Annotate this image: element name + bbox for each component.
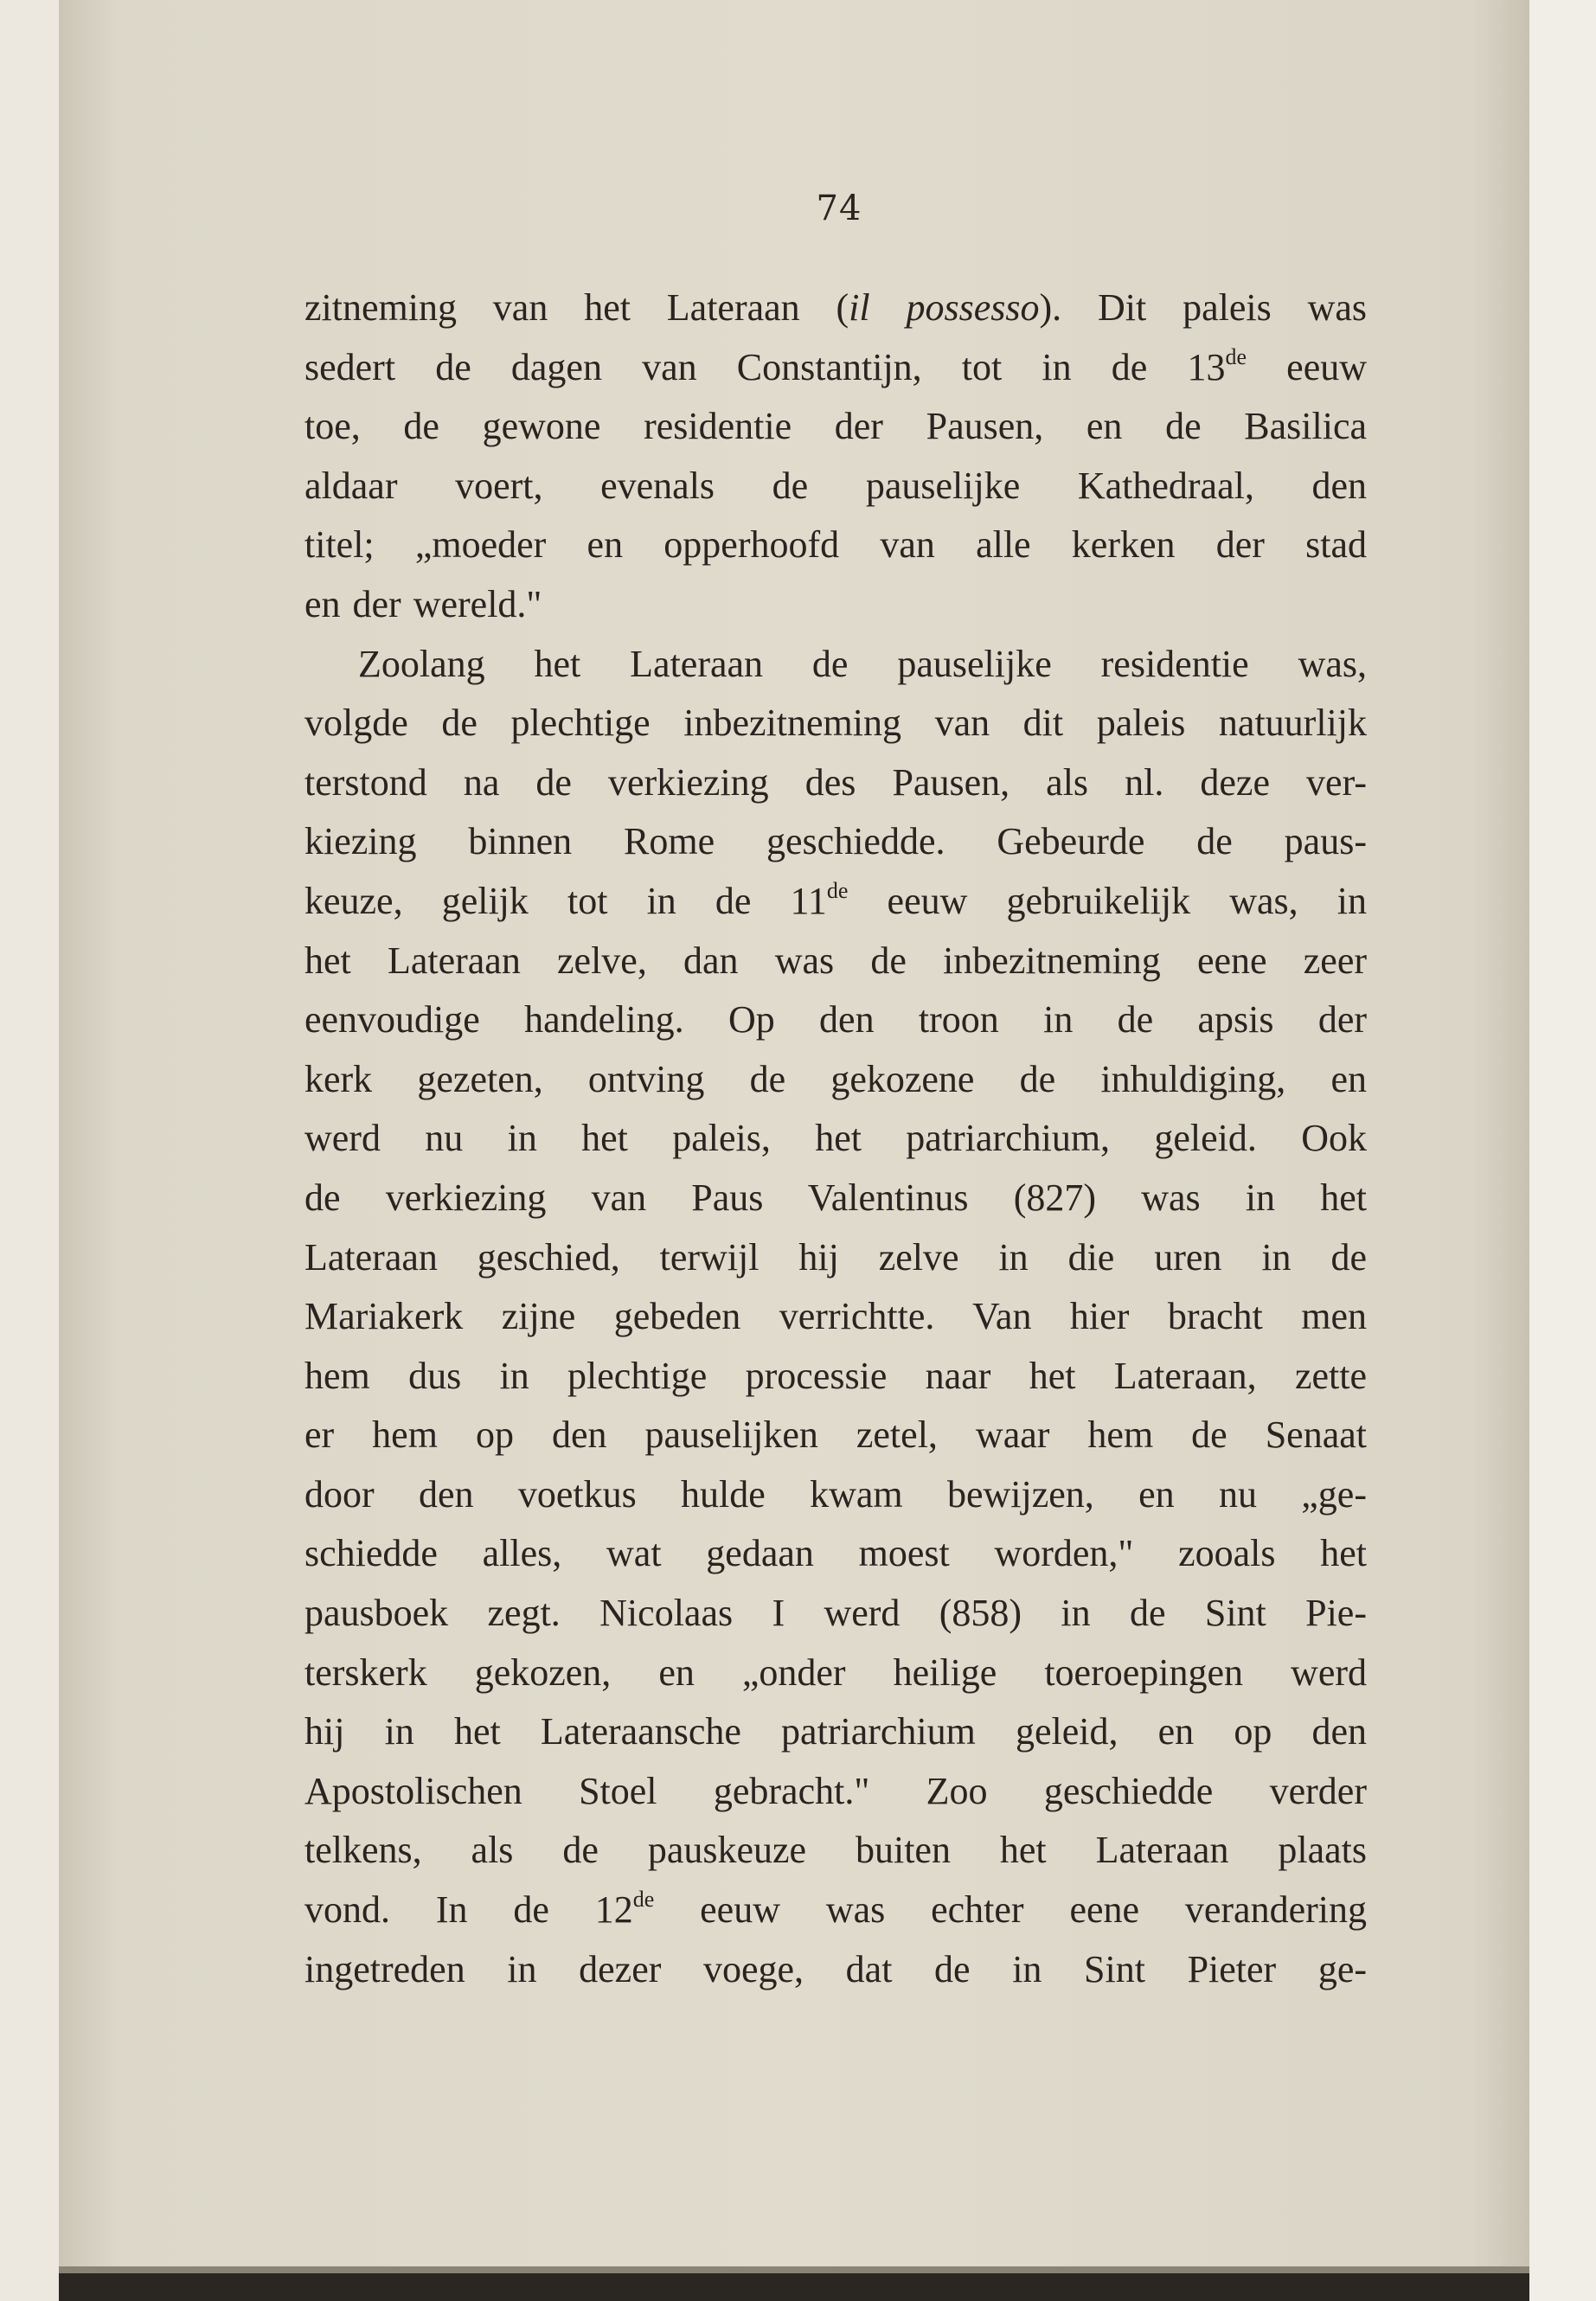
text-line [304,1347,1367,1407]
text-segment: terskerk gekozen, en „onder heilige toeroepingen werd [304,1650,1367,1694]
text-segment: Zoolang het Lateraan de pauselijke residentie was, [358,642,1367,685]
text-line [304,1228,1367,1288]
text-line [304,1169,1367,1228]
text-line [304,872,1367,932]
text-line [304,279,1367,338]
text-line [304,1524,1367,1584]
italic-phrase: il possesso [849,286,1040,329]
text-segment: Mariakerk zijne gebeden verrichtte. Van hier bracht men [304,1295,1367,1338]
text-line [304,1940,1367,2000]
text-segment: eeuw [1247,345,1367,388]
text-line [304,1702,1367,1762]
text-line [304,575,1367,635]
text-segment: aldaar voert, evenals de pauselijke Kathedraal, den [304,464,1367,507]
text-segment: sedert de dagen van Constantijn, tot in de 13 [304,345,1226,388]
text-segment: eenvoudige handeling. Op den troon in de apsis der [304,998,1367,1042]
text-segment: eeuw was echter eene verandering [654,1888,1367,1932]
ordinal-suffix: de [632,1887,655,1913]
text-line [304,932,1367,991]
text-segment: door den voetkus hulde kwam bewijzen, en nu „ge- [304,1472,1367,1516]
text-line [304,694,1367,753]
text-line [304,990,1367,1050]
text-line [304,1287,1367,1347]
text-line [304,1465,1367,1525]
page-bottom-shadow [59,2266,1529,2273]
text-line [304,1050,1367,1110]
left-margin-edge [0,0,59,2301]
text-segment: zitneming van het Lateraan ( [304,286,849,329]
text-line [304,812,1367,872]
text-line [304,1109,1367,1169]
text-segment: telkens, als de pauskeuze buiten het Lateraan plaats [304,1829,1367,1872]
text-line [304,1584,1367,1644]
text-segment: kerk gezeten, ontving de gekozene de inhuldiging, en [304,1057,1367,1100]
text-segment: terstond na de verkiezing des Pausen, als nl. deze ver- [304,760,1367,804]
right-margin-edge [1529,0,1596,2301]
text-line [304,397,1367,457]
text-segment: werd nu in het paleis, het patriarchium, geleid. Ook [304,1117,1367,1160]
text-segment: toe, de gewone residentie der Pausen, en de Basilica [304,405,1367,448]
text-segment: en der wereld." [304,582,542,625]
text-line [304,1821,1367,1881]
text-segment: pausboek zegt. Nicolaas I werd (858) in de Sint Pie- [304,1592,1367,1635]
text-segment: Apostolischen Stoel gebracht." Zoo geschiedde verder [304,1769,1367,1812]
page-bottom-edge [59,2273,1529,2301]
ordinal-suffix: de [826,877,849,903]
text-line [304,1406,1367,1465]
text-line [304,635,1367,695]
text-segment: hij in het Lateraansche patriarchium geleid, en op den [304,1710,1367,1753]
text-segment: er hem op den pauselijken zetel, waar hem de Senaat [304,1413,1367,1457]
text-segment: Lateraan geschied, terwijl hij zelve in die uren in de [304,1235,1367,1279]
text-line [304,457,1367,516]
text-line [304,338,1367,398]
body-text [304,279,1367,1999]
page-number: 74 [816,189,862,228]
text-line [304,753,1367,813]
text-segment: keuze, gelijk tot in de 11 [304,879,827,922]
text-segment: hem dus in plechtige processie naar het Lateraan, zette [304,1354,1367,1397]
text-segment: schiedde alles, wat gedaan moest worden," zooals het [304,1532,1367,1575]
text-segment: ingetreden in dezer voege, dat de in Sint Pieter ge- [304,1947,1367,1990]
text-line [304,1881,1367,1940]
text-segment: eeuw gebruikelijk was, in [848,879,1367,922]
text-line [304,1762,1367,1822]
text-segment: de verkiezing van Paus Valentinus (827) was in het [304,1176,1367,1219]
text-segment: het Lateraan zelve, dan was de inbezitneming eene zeer [304,939,1367,982]
ordinal-suffix: de [1225,343,1247,369]
text-line [304,1644,1367,1703]
text-segment: ). Dit paleis was [1039,286,1367,329]
text-segment: vond. In de 12 [304,1888,633,1932]
text-segment: volgde de plechtige inbezitneming van dit paleis natuurlijk [304,702,1367,745]
text-segment: kiezing binnen Rome geschiedde. Gebeurde de paus- [304,820,1367,863]
text-line [304,516,1367,575]
text-segment: titel; „moeder en opperhoofd van alle kerken der stad [304,523,1367,567]
